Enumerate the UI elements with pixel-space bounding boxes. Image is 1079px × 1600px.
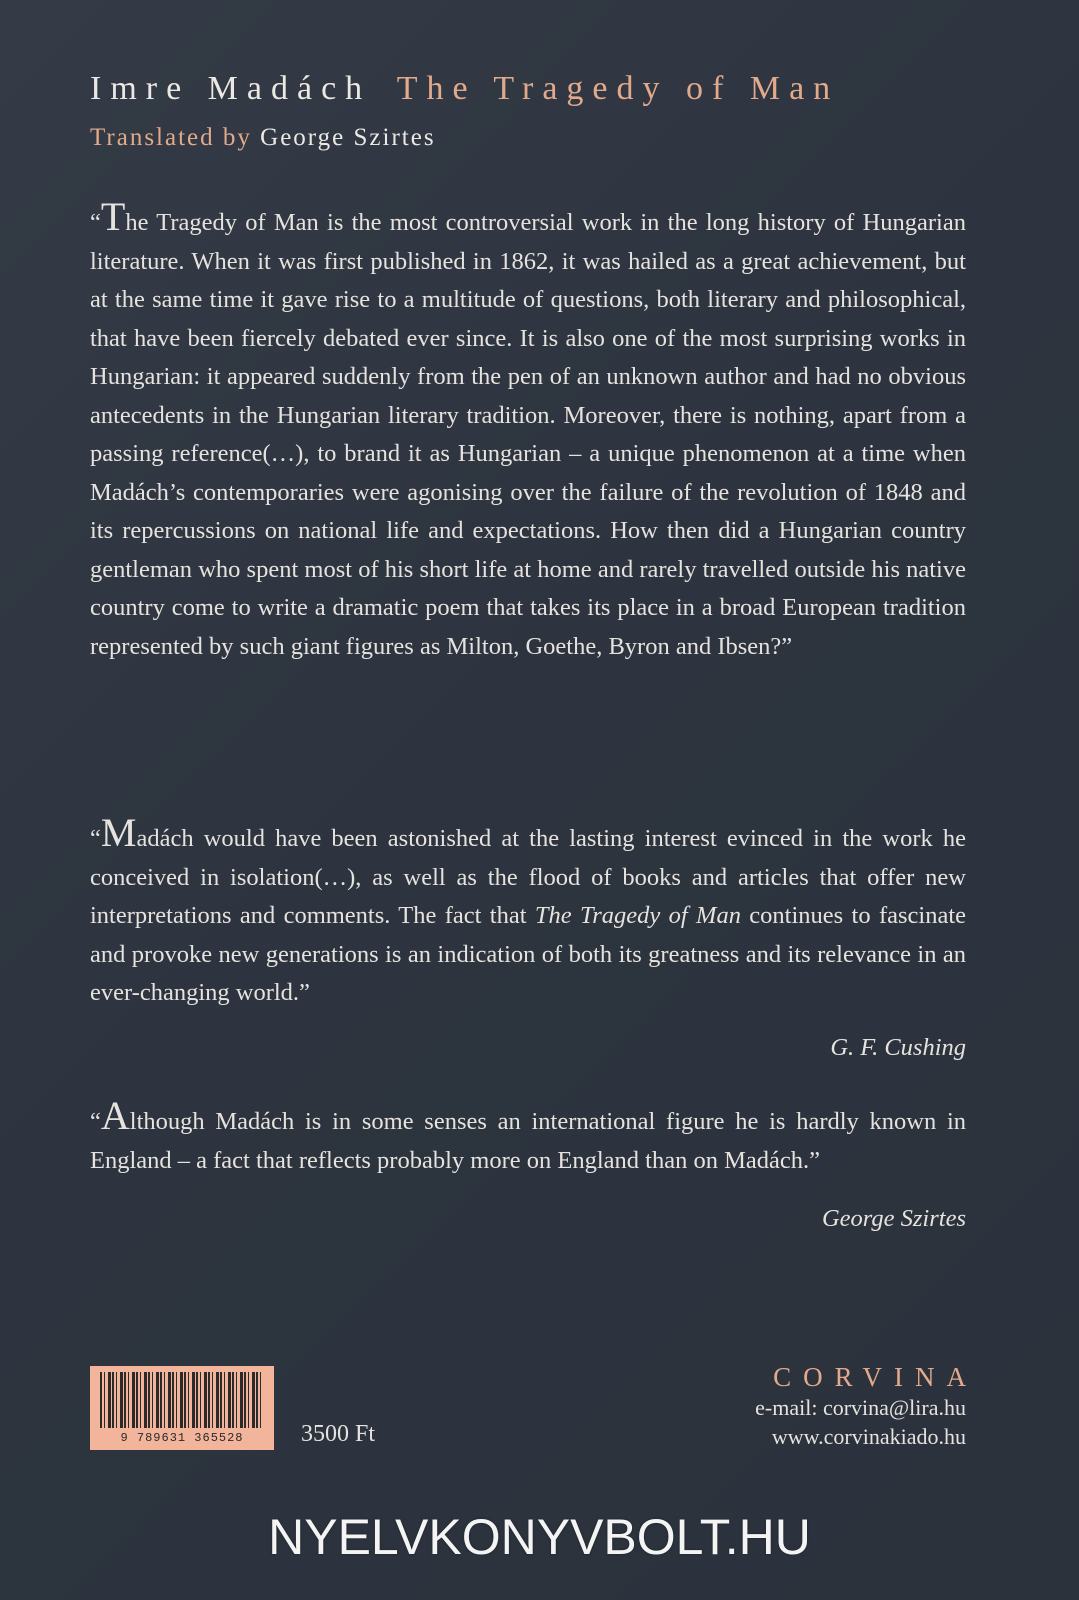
- quote-paragraph: [90, 1093, 966, 1180]
- translator-name: George Szirtes: [260, 124, 436, 151]
- quote-initial: A: [100, 1093, 130, 1138]
- quote-attribution: G. F. Cushing: [830, 1034, 966, 1061]
- publisher-name: CORVINA: [773, 1362, 978, 1392]
- quote-text: he Tragedy of Man is the most controversial work in the long history of Hungarian literature. When it was first published in 1862, it was hailed as a great achievement, but at the same time it gave rise to a multitude of questions, both literary and philosophical, that have been fiercely debated ever since. It is also one of the most surprising works in Hungarian: it appeared suddenly from the pen of an unknown author and had no obvious antecedents in the Hungarian literary tradition. Moreover, there is nothing, apart from a passing reference(…), to brand it as Hungarian – a unique phenomenon at a time when Madách’s contemporaries were agonising over the failure of the revolution of 1848 and its repercussions on national life and expectations. How then did a Hungarian country gentleman who spent most of his short life at home and rarely travelled outside his native country come to write a dramatic poem that takes its place in a broad European tradition represented by such giant figures as Milton, Goethe, Byron and Ibsen?”: [90, 209, 966, 660]
- open-quote: “: [90, 209, 101, 236]
- watermark-text: NYELVKONYVBOLT.HU: [268, 1509, 811, 1565]
- quote-paragraph: [90, 194, 966, 666]
- quote-initial: T: [100, 194, 126, 239]
- quote-text: adách would have been astonished at the lasting interest evinced in the work he conceived in isolation(…), as well as the flood of books and articles that offer new interpretations and comments. The fact that: [90, 825, 966, 929]
- price: 3500 Ft: [301, 1421, 376, 1447]
- barcode-bars: [100, 1372, 264, 1428]
- quote-text: lthough Madách is in some senses an international figure he is hardly known in England – a fact that reflects probably more on England than on Madách.”: [90, 1108, 966, 1174]
- publisher-email: e-mail: corvina@lira.hu: [755, 1395, 966, 1420]
- translator-label: Translated by: [90, 124, 252, 151]
- quote-text: continues to fascinate and provoke new generations is an indication of both its greatness and its relevance in an ever-changing world.”: [90, 902, 966, 1006]
- publisher-block: [755, 1362, 978, 1451]
- quote-paragraph: [90, 810, 966, 1013]
- open-quote: “: [90, 825, 101, 852]
- open-quote: “: [90, 1108, 101, 1135]
- publisher-website: www.corvinakiado.hu: [771, 1424, 966, 1449]
- barcode: [90, 1366, 274, 1450]
- author-name: Imre Madách: [90, 70, 372, 107]
- quote-initial: M: [100, 810, 137, 855]
- translator-line: [90, 124, 436, 152]
- quote-italic-title: The Tragedy of Man: [534, 902, 741, 929]
- book-title: The Tragedy of Man: [396, 70, 840, 107]
- barcode-number: 9 789631 365528: [120, 1431, 244, 1445]
- cover-title-line: [90, 70, 990, 108]
- quote-attribution: George Szirtes: [821, 1205, 966, 1232]
